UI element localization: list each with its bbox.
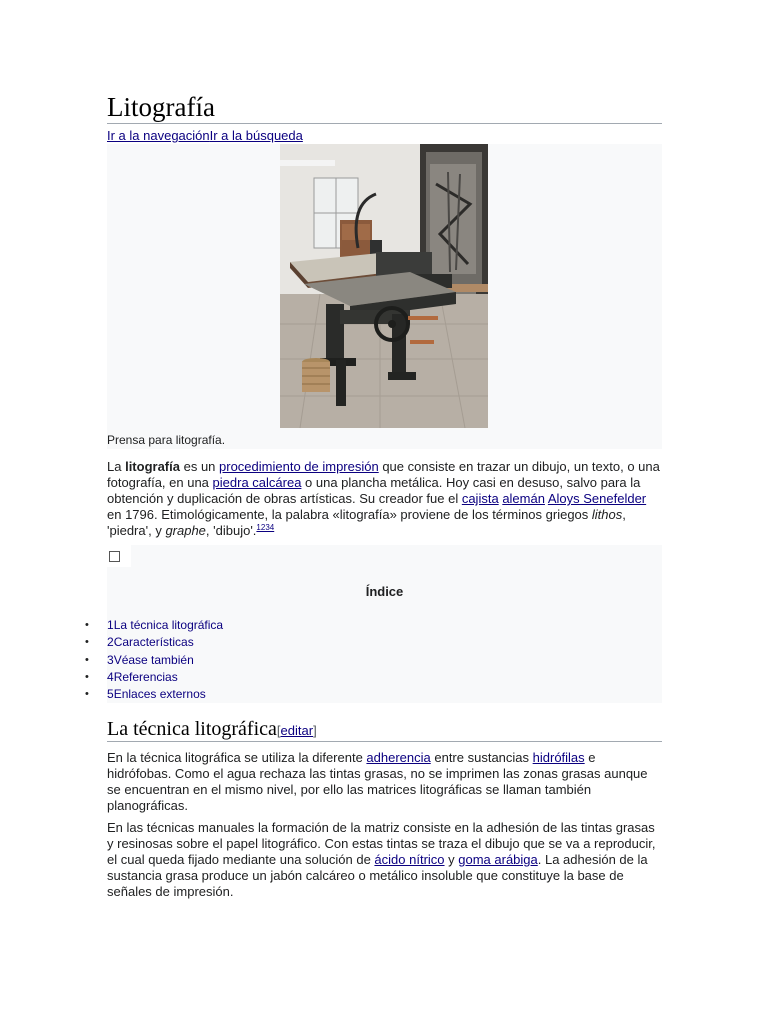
toc-link-vease-tambien[interactable]: [107, 653, 194, 667]
edit-bracket: ]: [313, 723, 317, 738]
text-run: En la técnica litográfica se utiliza la diferente: [107, 750, 367, 765]
text-run: En las técnicas manuales la formación de la matriz consiste en la adhesión de las tintas grasas y resinosas sobre el papel litográfico. Con estas tintas se traza el dibujo que se va a reproducir, el cual queda fijado mediante una solución de: [107, 820, 656, 867]
link-aleman[interactable]: alemán: [502, 491, 545, 506]
link-cajista[interactable]: cajista: [461, 491, 499, 506]
jump-to-navigation-link[interactable]: Ir a la navegación: [107, 128, 210, 143]
toc-link-caracteristicas[interactable]: [107, 635, 194, 649]
figure-caption: Prensa para litografía.: [107, 433, 226, 447]
text-run: . La adhesión de la sustancia grasa produce un jabón calcáreo o metálico insoluble que constituye la base de señales de impresión.: [107, 852, 648, 899]
link-goma-arabiga[interactable]: goma arábiga: [458, 852, 538, 867]
toc-link-enlaces-externos[interactable]: [107, 687, 206, 701]
intro-paragraph: [107, 459, 662, 539]
toc-item[interactable]: [107, 617, 223, 634]
text-run: o una plancha metálica. Hoy casi en desuso, salvo para la obtención y duplicación de obras artísticas. Su creador fue el: [107, 475, 641, 506]
text-run: en 1796. Etimológicamente, la palabra «litografía» proviene de los términos griegos: [107, 507, 592, 522]
text-run: , 'dibujo'.: [205, 523, 257, 538]
toc-number: 1: [107, 618, 114, 632]
jump-to-search-link[interactable]: Ir a la búsqueda: [209, 128, 303, 143]
toc-toggle-checkbox-icon[interactable]: [109, 551, 120, 562]
page-title: Litografía: [107, 91, 662, 124]
toc-item[interactable]: [107, 669, 223, 686]
link-hidrofilas[interactable]: hidrófilas: [532, 750, 585, 765]
toc-link-referencias[interactable]: [107, 670, 178, 684]
edit-bracket: [: [276, 723, 281, 738]
toc-number: 5: [107, 687, 114, 702]
link-adherencia[interactable]: adherencia: [366, 750, 431, 765]
toc-number: 2: [107, 635, 114, 650]
text-run: e hidrófobas. Como el agua rechaza las tintas grasas, no se imprimen las zonas grasas aunque se encuentran en el mismo nivel, por ello las matrices litográficas se llaman también planográficas.: [107, 750, 648, 813]
toc-link-tecnica[interactable]: [107, 618, 223, 632]
toc-label: Enlaces externos: [113, 687, 206, 702]
edit-section-link[interactable]: editar: [280, 723, 314, 738]
toc-label: Referencias: [113, 669, 178, 684]
edit-section: [277, 723, 317, 738]
toc-item[interactable]: [107, 634, 223, 651]
text-run: que consiste en trazar un dibujo, un texto, o una fotografía, en una: [107, 459, 660, 490]
lithography-press-photo[interactable]: [280, 144, 488, 428]
toc-number: 4: [107, 669, 114, 684]
text-run: , 'piedra', y: [107, 507, 626, 538]
toc-title: Índice: [365, 584, 404, 599]
italic-term: graphe: [165, 523, 206, 538]
link-aloys-senefelder[interactable]: Aloys Senefelder: [547, 491, 647, 506]
toc-toggle[interactable]: [107, 545, 131, 567]
lead-figure: [107, 144, 662, 449]
toc-label: Véase también: [113, 652, 194, 667]
section1-paragraph-1: [107, 750, 662, 814]
link-acido-nitrico[interactable]: ácido nítrico: [374, 852, 445, 867]
toc-number: 3: [107, 652, 114, 667]
toc-label: La técnica litográfica: [113, 618, 224, 632]
toc-item[interactable]: [107, 652, 223, 669]
press-photo-drawing: [280, 144, 488, 428]
table-of-contents: [107, 545, 662, 703]
toc-list: [107, 617, 223, 703]
link-procedimiento-de-impresion[interactable]: procedimiento de impresión: [219, 459, 379, 474]
text-run: La: [107, 459, 126, 474]
toc-item[interactable]: [107, 686, 223, 703]
text-run: y: [444, 852, 459, 867]
jump-links: [107, 128, 303, 144]
reference-links[interactable]: 1234: [256, 523, 275, 532]
section-heading-tecnica: [107, 717, 662, 742]
section-heading-text: La técnica litográfica: [107, 718, 277, 740]
italic-term: lithos: [591, 507, 623, 522]
text-run: es un: [179, 459, 220, 474]
link-piedra-calcarea[interactable]: piedra calcárea: [212, 475, 302, 490]
toc-label: Características: [113, 635, 194, 650]
bold-term: litografía: [125, 459, 180, 474]
section1-paragraph-2: [107, 820, 662, 900]
text-run: entre sustancias: [430, 750, 533, 765]
